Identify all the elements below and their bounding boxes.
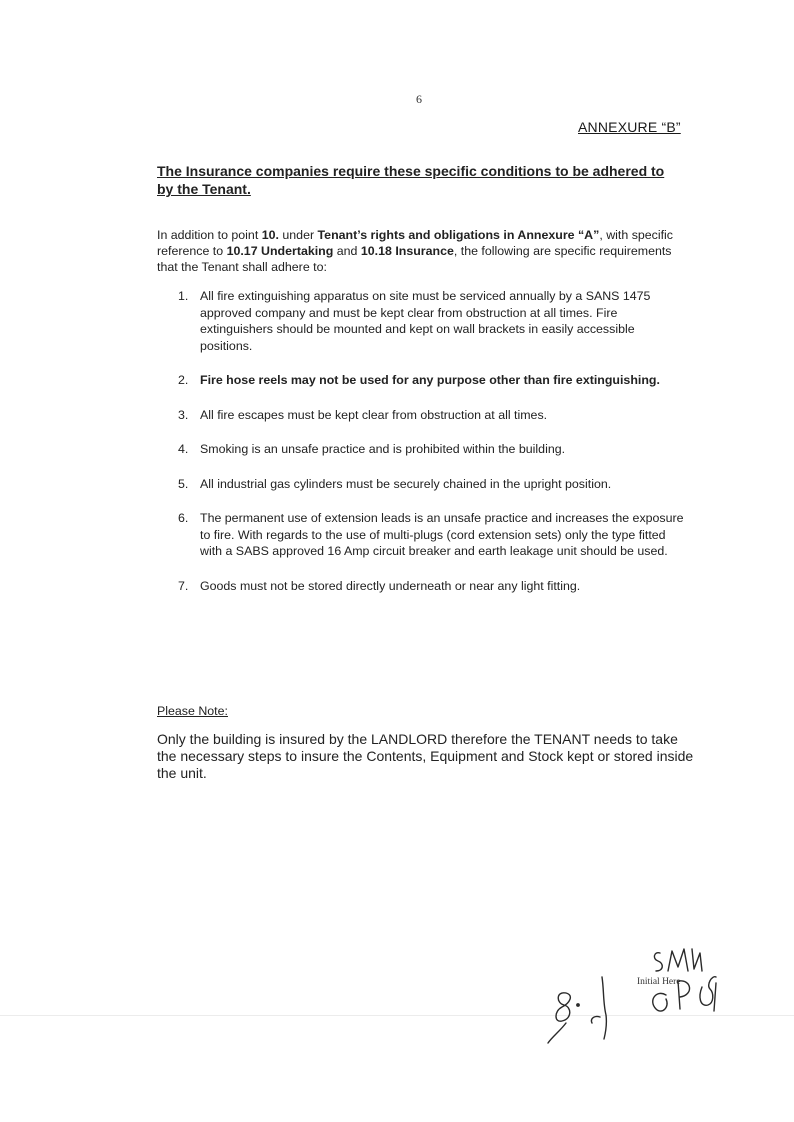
intro-text-3: , with specific reference to <box>157 228 674 258</box>
requirement-item <box>170 578 690 595</box>
handwritten-initials <box>530 945 730 1055</box>
requirement-item <box>170 441 690 458</box>
requirement-item <box>170 288 690 354</box>
requirement-text: All fire escapes must be kept clear from obstruction at all times. <box>200 407 548 422</box>
requirement-text: The permanent use of extension leads is an unsafe practice and increases the exposure to fire. With regards to the use of multi-plugs (cord extension sets) only the type fitted with a SABS approved 16 Amp circuit breaker and earth leakage unit should be used. <box>200 511 684 558</box>
intro-bold-insurance: 10.18 Insurance <box>360 244 454 258</box>
intro-text-2: under <box>278 228 318 242</box>
intro-text-5: , the following are specific requirements that the Tenant shall adhere to: <box>157 244 672 274</box>
requirement-number: 7. <box>178 578 189 593</box>
requirement-number: 4. <box>178 442 189 456</box>
intro-paragraph <box>157 227 687 275</box>
intro-text-1: In addition to point <box>157 228 262 242</box>
requirement-number: 2. <box>178 373 189 387</box>
initial-here-label: Initial Here <box>637 977 681 987</box>
please-note-text: Only the building is insured by the LANDLORD therefore the TENANT needs to take the necessary steps to insure the Contents, Equipment and Stock kept or stored inside the unit. <box>157 731 694 781</box>
intro-text-4: and <box>333 244 361 258</box>
requirement-number: 5. <box>178 476 189 491</box>
requirement-number: 3. <box>178 407 189 422</box>
requirement-item <box>170 407 690 424</box>
requirement-number: 1. <box>178 289 189 303</box>
please-note-label-text: Please Note <box>157 704 225 718</box>
please-note-label <box>157 704 228 718</box>
requirement-item <box>170 510 690 560</box>
intro-bold-point: 10. <box>261 228 279 242</box>
requirement-number: 6. <box>178 511 189 525</box>
intro-bold-annexure-ref: Tenant’s rights and obligations in Annexure “A” <box>317 228 600 242</box>
intro-bold-undertaking: 10.17 Undertaking <box>226 244 334 258</box>
annexure-title: ANNEXURE “B” <box>578 119 681 135</box>
requirement-text: Smoking is an unsafe practice and is prohibited within the building. <box>200 442 566 456</box>
requirement-text: All industrial gas cylinders must be securely chained in the upright position. <box>200 476 612 491</box>
requirement-text: Goods must not be stored directly underneath or near any light fitting. <box>200 578 581 593</box>
requirement-text: Fire hose reels may not be used for any purpose other than fire extinguishing. <box>200 373 660 387</box>
please-note-colon: : <box>224 704 228 718</box>
page-number: 6 <box>416 92 422 106</box>
requirement-item <box>170 476 690 493</box>
requirements-list <box>170 288 690 594</box>
requirement-item <box>170 372 690 389</box>
requirement-text: All fire extinguishing apparatus on site must be serviced annually by a SANS 1475 approved company and must be kept clear from obstruction at all times. Fire extinguishers should be mounted and kept on wall brackets in easily accessible positions. <box>200 289 651 353</box>
section-heading: The Insurance companies require these specific conditions to be adhered to by the Tenant. <box>157 163 665 197</box>
